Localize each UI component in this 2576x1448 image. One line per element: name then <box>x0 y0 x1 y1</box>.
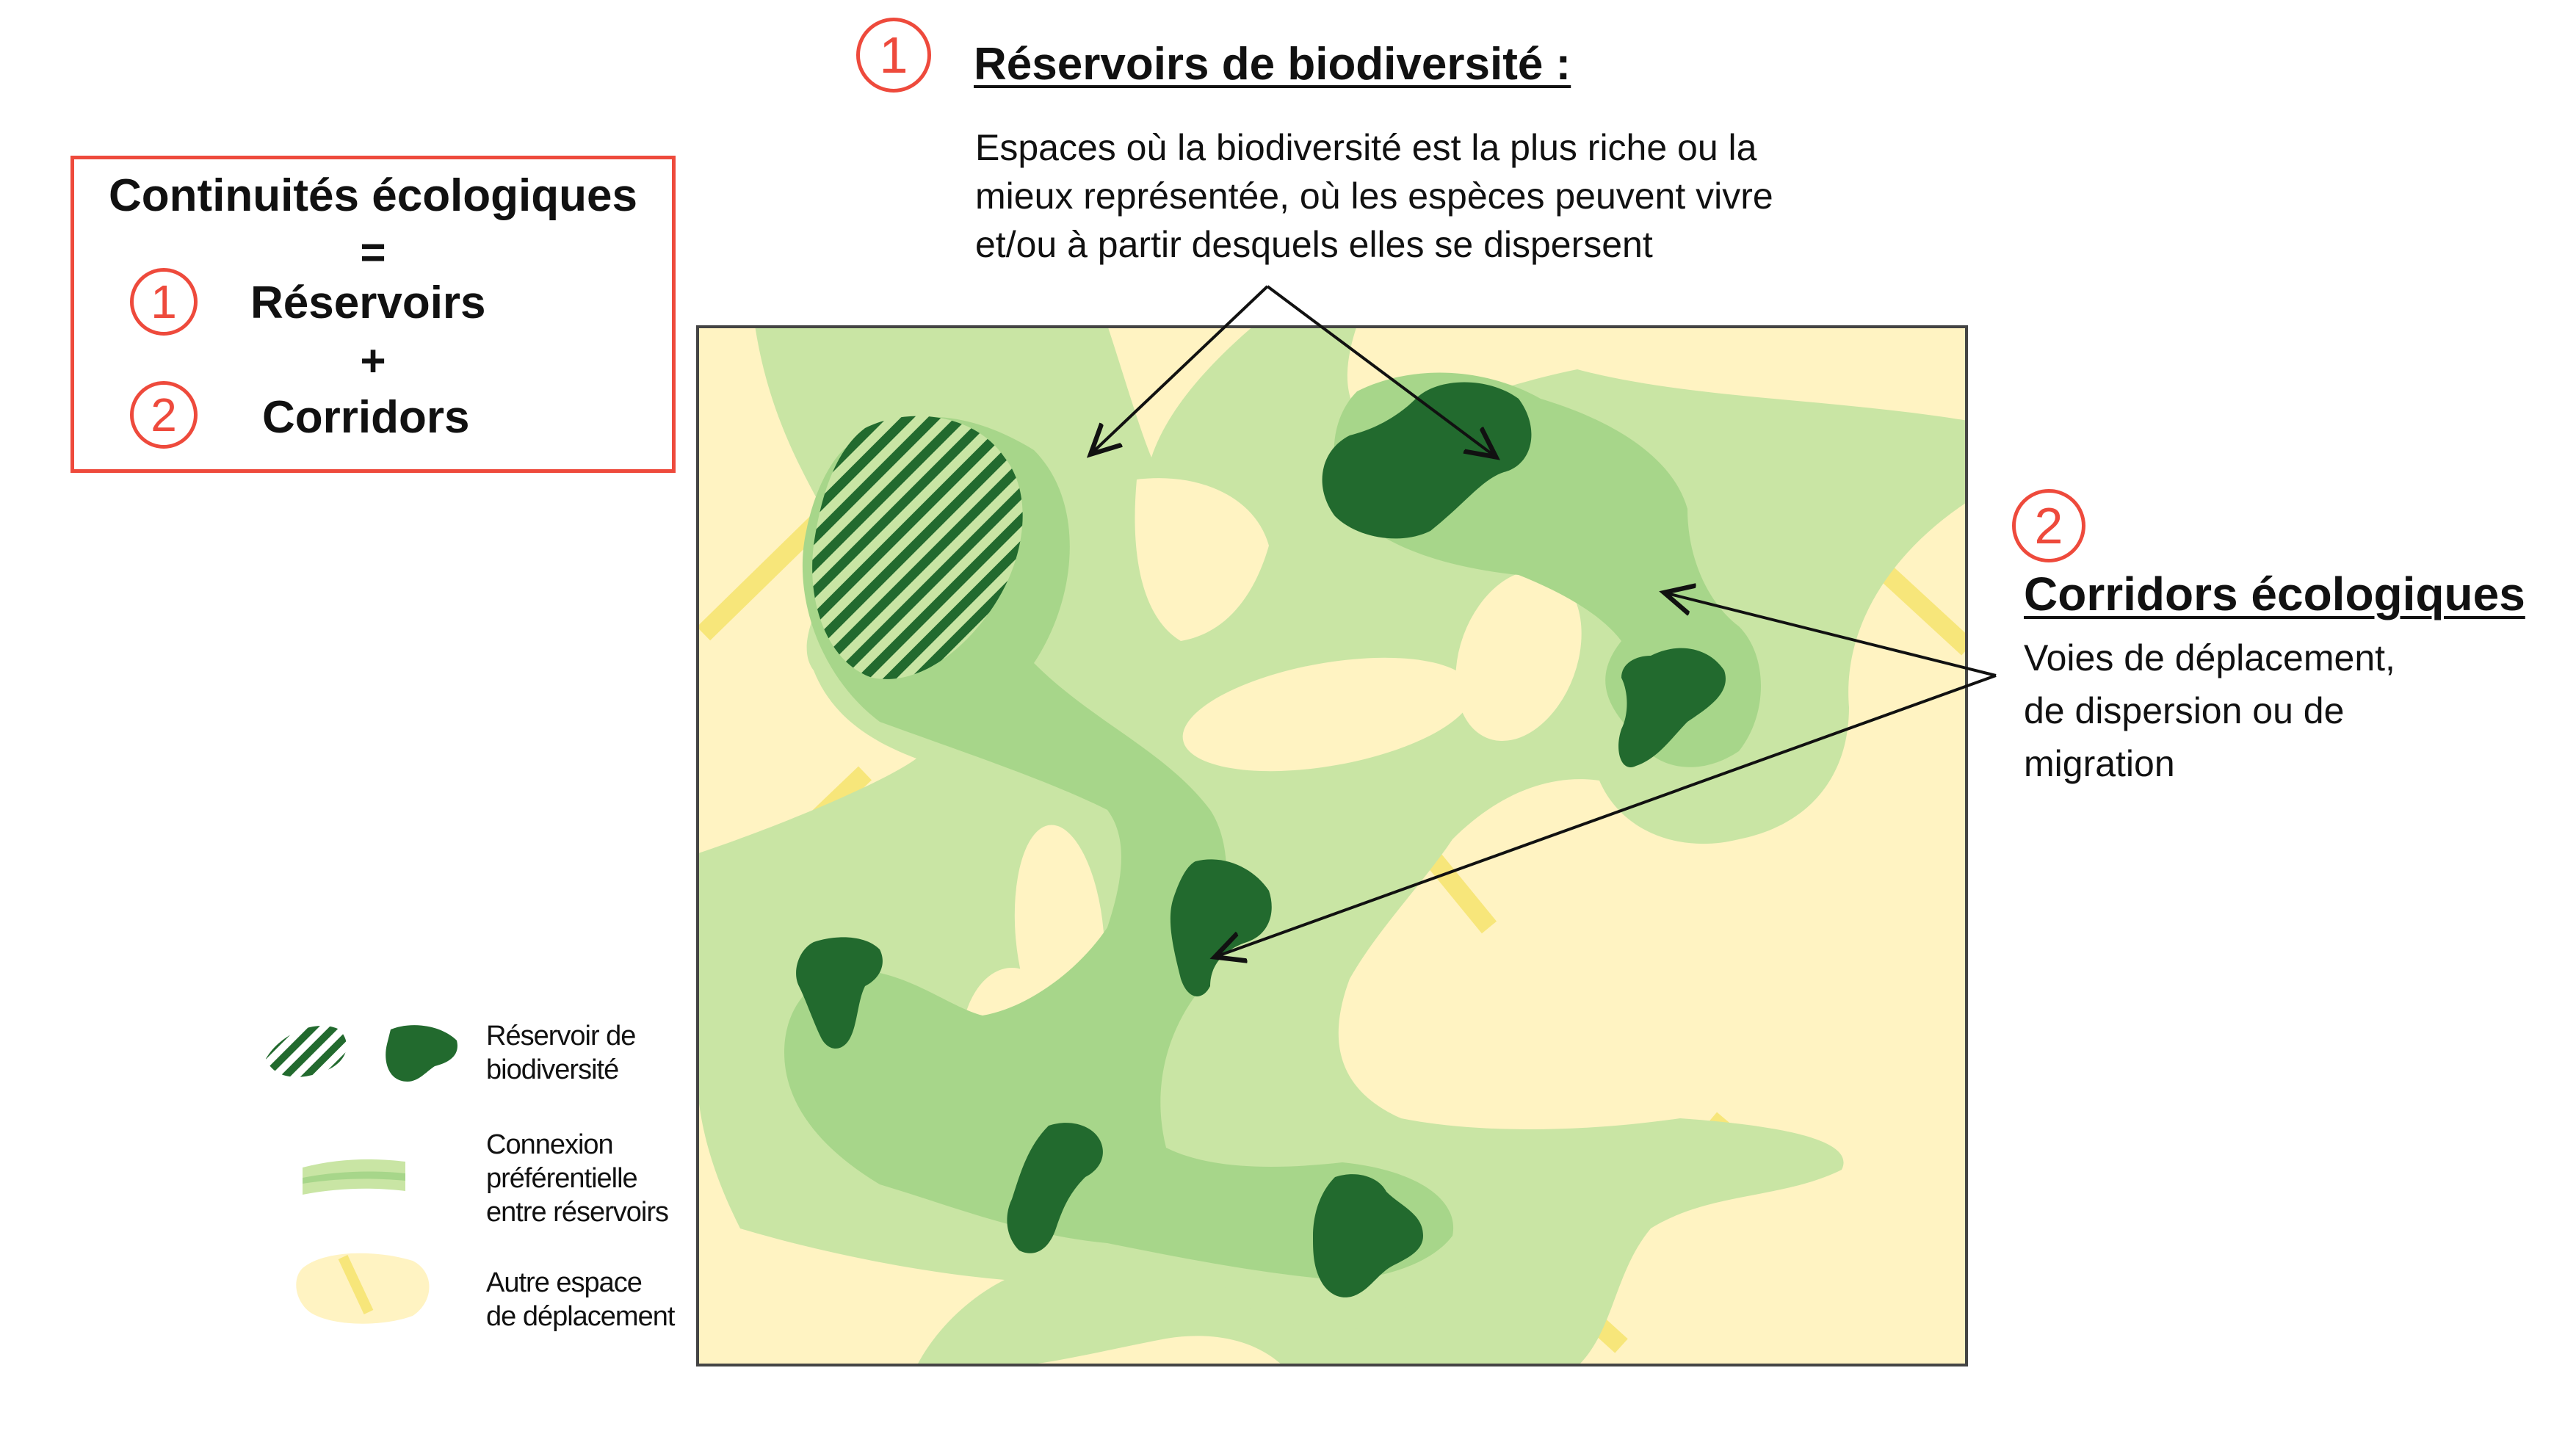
legend-label-line: biodiversité <box>486 1054 619 1085</box>
legend-item-autre <box>486 1266 674 1333</box>
legend-hatched-swatch <box>266 1026 347 1077</box>
legend-item-reservoir <box>486 1019 635 1087</box>
reservoirs-number-badge: 1 <box>856 18 931 93</box>
arrow-to-hatched-reservoir <box>1093 286 1267 452</box>
legend-label-line: Connexion <box>486 1129 613 1160</box>
corridors-description-line: migration <box>2024 743 2175 784</box>
plus-sign: + <box>360 336 386 385</box>
number-badge-1: 1 <box>130 268 198 336</box>
arrow-to-corridor-upper <box>1667 593 1996 676</box>
legend-dark-swatch <box>386 1025 457 1082</box>
legend-label-line: entre réservoirs <box>486 1197 668 1228</box>
equals-sign: = <box>360 228 386 277</box>
legend-label-line: Autre espace <box>486 1267 642 1298</box>
corridors-description-line: de dispersion ou de <box>2024 690 2345 731</box>
reservoirs-description-line: Espaces où la biodiversité est la plus riche ou la <box>975 127 1757 168</box>
corridors-number-badge: 2 <box>2012 489 2085 562</box>
definition-item-reservoirs: Réservoirs <box>250 278 486 328</box>
arrow-to-corridor-lower <box>1218 676 1996 956</box>
corridors-heading: Corridors écologiques <box>2024 568 2525 620</box>
reservoirs-description-line: mieux représentée, où les espèces peuvent vivre <box>975 175 1773 217</box>
legend-symbols <box>258 1015 471 1338</box>
definition-item-corridors: Corridors <box>262 392 470 443</box>
legend-label-line: de déplacement <box>486 1301 675 1332</box>
reservoirs-heading: Réservoirs de biodiversité : <box>974 39 1571 90</box>
legend-label-line: Réservoir de <box>486 1021 636 1051</box>
legend-item-connexion <box>486 1128 668 1229</box>
legend-label-line: préférentielle <box>486 1163 637 1194</box>
definition-title: Continuités écologiques <box>109 170 637 221</box>
corridors-description-line: Voies de déplacement, <box>2024 637 2395 678</box>
number-badge-2: 2 <box>130 381 198 449</box>
reservoirs-description-line: et/ou à partir desquels elles se dispersent <box>975 224 1653 265</box>
arrow-to-dark-reservoir <box>1267 286 1494 455</box>
